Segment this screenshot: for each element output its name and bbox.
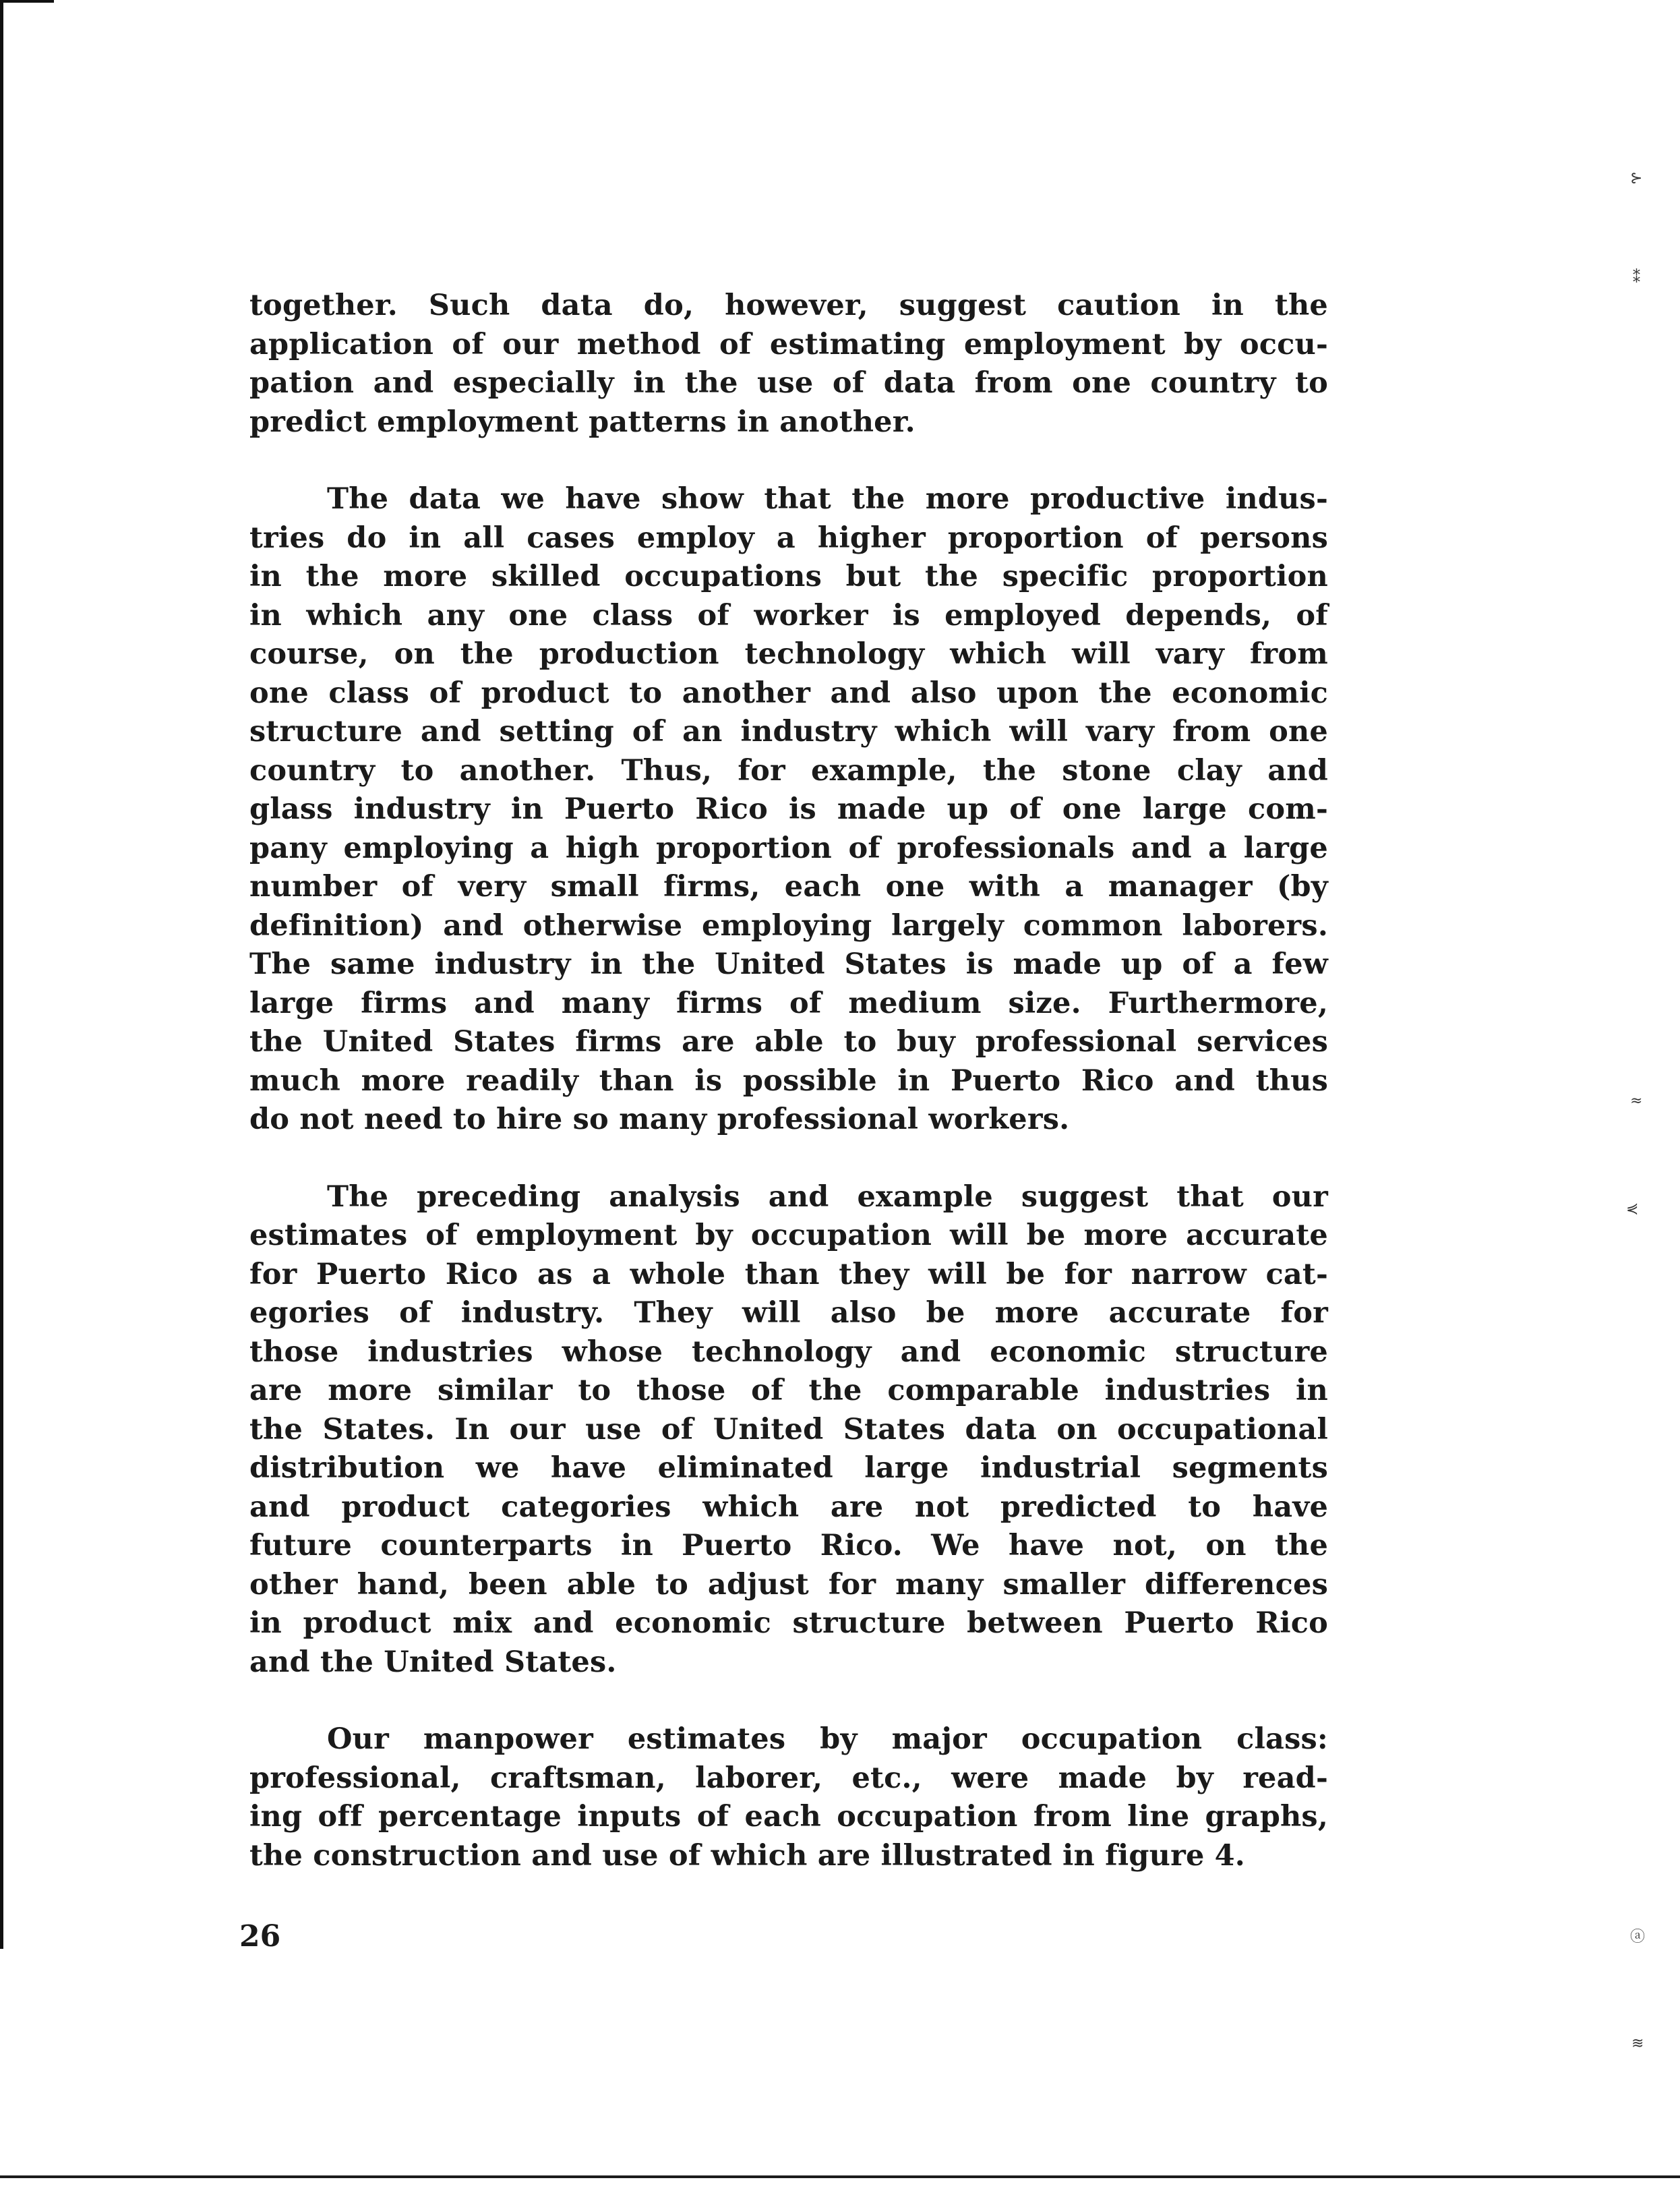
text-line: ing off percentage inputs of each occupation from line graphs, <box>249 1800 1328 1834</box>
text-line: professional, craftsman, laborer, etc., were made by read- <box>249 1761 1328 1795</box>
text-line: The data we have show that the more productive indus- <box>327 482 1328 516</box>
text-line: egories of industry. They will also be more accurate for <box>249 1296 1328 1330</box>
text-line: pany employing a high proportion of professionals and a large <box>249 831 1328 865</box>
text-line: course, on the production technology which will vary from <box>249 637 1328 671</box>
paragraph-1 <box>249 287 1328 442</box>
scan-speck: ⋞ <box>1626 1200 1639 1217</box>
text-line: the construction and use of which are illustrated in figure 4. <box>249 1838 1245 1873</box>
text-line: future counterparts in Puerto Rico. We have not, on the <box>249 1529 1328 1562</box>
scan-speck: ≋ <box>1631 2035 1644 2052</box>
text-line: structure and setting of an industry which will vary from one <box>249 715 1328 749</box>
paragraph-2 <box>249 480 1328 1140</box>
text-line: and product categories which are not predicted to have <box>249 1490 1328 1524</box>
text-line: much more readily than is possible in Puerto Rico and thus <box>249 1063 1328 1098</box>
text-line: tries do in all cases employ a higher proportion of persons <box>249 521 1328 555</box>
paragraph-3 <box>249 1178 1328 1682</box>
text-line: in which any one class of worker is employed depends, of <box>249 598 1328 633</box>
page-edge-top <box>0 0 54 3</box>
text-line: The same industry in the United States is made up of a few <box>249 947 1328 981</box>
text-line: in product mix and economic structure between Puerto Rico <box>249 1606 1328 1640</box>
text-line: those industries whose technology and economic structure <box>249 1335 1328 1369</box>
text-line: together. Such data do, however, suggest caution in the <box>249 289 1328 322</box>
text-line: for Puerto Rico as a whole than they will be for narrow cat- <box>249 1257 1328 1291</box>
page-number: 26 <box>239 1919 281 1954</box>
text-line: number of very small firms, each one with a manager (by <box>249 870 1328 904</box>
text-line: in the more skilled occupations but the specific proportion <box>249 560 1328 593</box>
text-line: other hand, been able to adjust for many smaller differences <box>249 1567 1328 1602</box>
text-line: Our manpower estimates by major occupation class: <box>327 1722 1328 1756</box>
text-line: pation and especially in the use of data from one country to <box>249 366 1328 400</box>
text-line: estimates of employment by occupation will be more accurate <box>249 1219 1328 1252</box>
text-line: large firms and many firms of medium size. Furthermore, <box>249 986 1328 1020</box>
page-edge-left <box>0 0 3 1949</box>
text-line: the United States firms are able to buy professional services <box>249 1025 1328 1059</box>
text-line: distribution we have eliminated large industrial segments <box>249 1451 1328 1485</box>
body-text <box>249 287 1328 1875</box>
text-line: glass industry in Puerto Rico is made up of one large com- <box>249 792 1328 826</box>
page-edge-bottom <box>0 2175 1680 2178</box>
text-line: application of our method of estimating employment by occu- <box>249 327 1328 361</box>
scan-speck: ⓐ <box>1630 1929 1646 1945</box>
text-line: The preceding analysis and example suggest that our <box>327 1179 1328 1214</box>
text-line: country to another. Thus, for example, the stone clay and <box>249 753 1328 788</box>
scan-speck: ⊱ <box>1630 170 1643 187</box>
text-line: definition) and otherwise employing largely common laborers. <box>249 908 1328 943</box>
text-line: do not need to hire so many professional workers. <box>249 1103 1070 1136</box>
scan-speck: ⁑ <box>1633 270 1640 287</box>
text-line: are more similar to those of the comparable industries in <box>249 1374 1328 1407</box>
text-line: and the United States. <box>249 1645 617 1679</box>
text-line: predict employment patterns in another. <box>249 405 916 439</box>
scan-speck: ≈ <box>1630 1092 1643 1109</box>
text-line: one class of product to another and also upon the economic <box>249 676 1328 710</box>
text-line: the States. In our use of United States data on occupational <box>249 1412 1328 1446</box>
paragraph-4 <box>249 1720 1328 1875</box>
